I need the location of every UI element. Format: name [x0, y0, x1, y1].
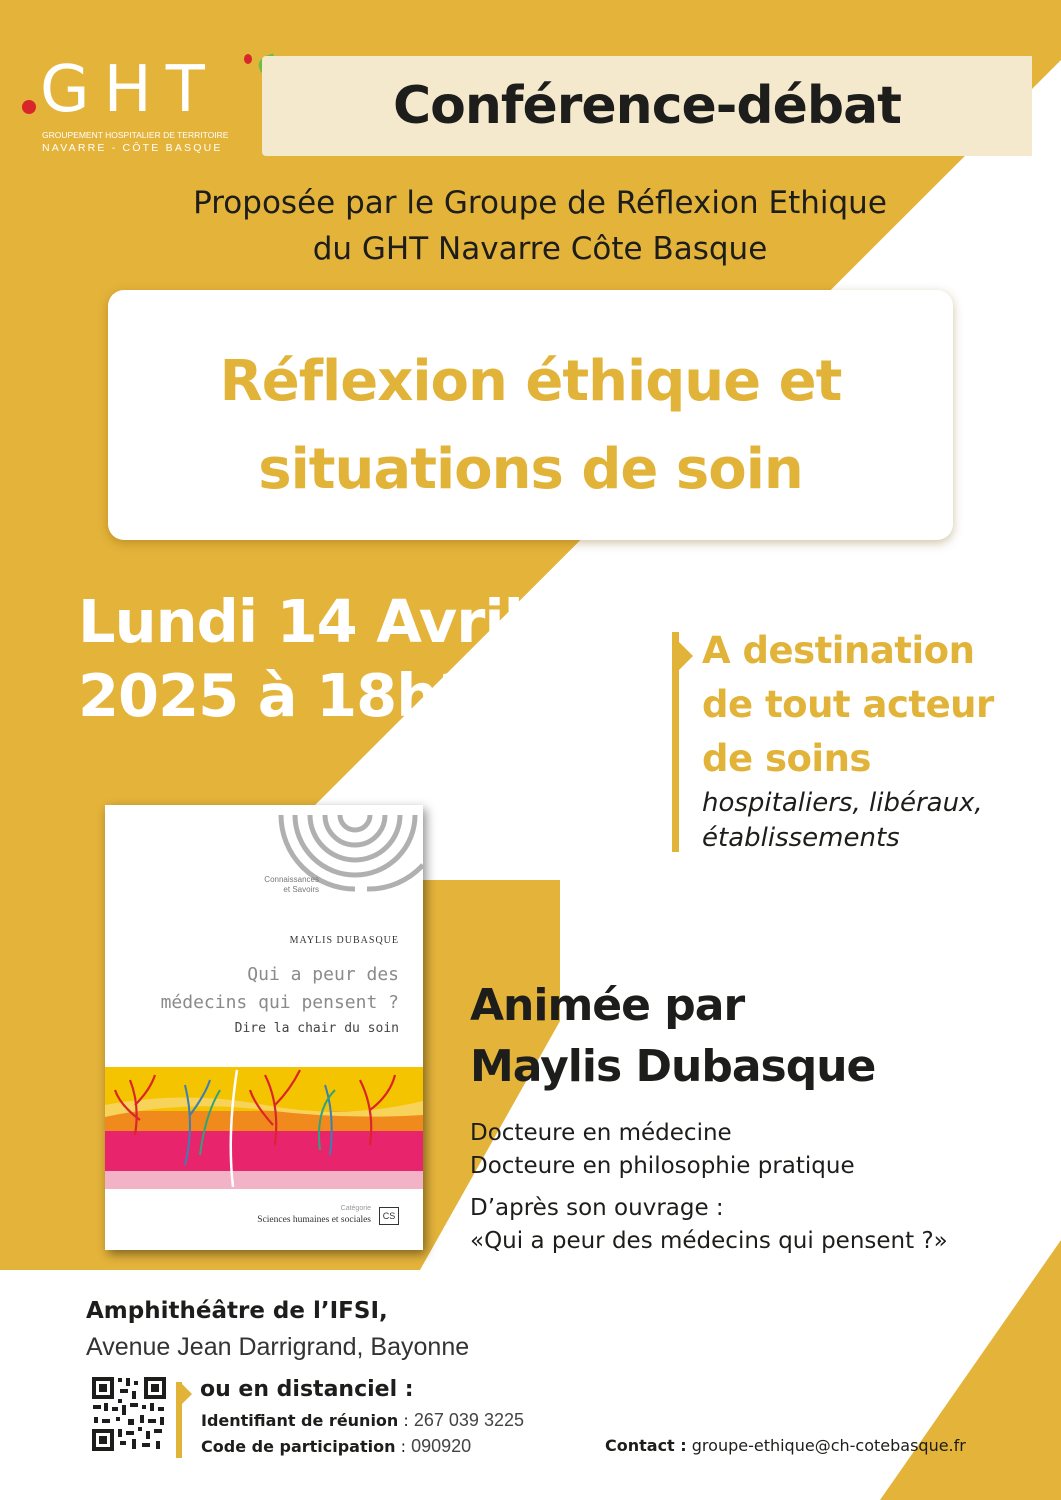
topic-title — [108, 338, 953, 514]
book-reference-1: D’après son ouvrage : — [470, 1195, 724, 1221]
book-title — [109, 961, 399, 1017]
logo-letters: GHT — [40, 53, 219, 127]
book-series — [229, 875, 319, 895]
book-category-badge: CS — [379, 1207, 399, 1225]
contact-label: Contact : — [605, 1436, 687, 1455]
audience-title — [702, 624, 1042, 786]
participation-code-label: Code de participation — [201, 1437, 396, 1456]
qualification-1: Docteure en médecine — [470, 1120, 732, 1146]
contact-email[interactable]: groupe-ethique@ch-cotebasque.fr — [691, 1436, 966, 1455]
participation-code-separator: : — [395, 1437, 412, 1456]
page-title: Conférence-débat — [392, 76, 902, 136]
audience-arrow-icon — [679, 642, 693, 670]
audience-subtitle — [702, 786, 1042, 856]
qualification-2: Docteure en philosophie pratique — [470, 1153, 855, 1179]
speaker-heading — [470, 975, 1030, 1097]
intro-text — [100, 180, 980, 272]
meeting-id-row — [201, 1410, 524, 1431]
date-line-2: 2025 à 18h30 — [78, 661, 518, 730]
contact-line — [605, 1436, 966, 1455]
meeting-id-label: Identifiant de réunion — [201, 1411, 399, 1430]
book-category: Sciences humaines et sociales — [257, 1215, 371, 1225]
speaker-line-1: Animée par — [470, 980, 745, 1031]
logo-red-leaf — [244, 54, 252, 64]
book-cover — [105, 805, 423, 1250]
book-series-2: et Savoirs — [283, 885, 319, 894]
book-reference — [470, 1192, 1030, 1258]
qr-code-icon[interactable] — [90, 1375, 168, 1453]
book-category-label: Catégorie — [340, 1205, 371, 1212]
logo-subtitle-2: NAVARRE - CÔTE BASQUE — [42, 142, 223, 154]
logo-red-dot — [22, 100, 36, 114]
book-reference-2: «Qui a peur des médecins qui pensent ?» — [470, 1228, 948, 1254]
book-author: MAYLIS DUBASQUE — [289, 935, 399, 946]
meeting-id-separator: : — [398, 1411, 414, 1430]
date-line-1: Lundi 14 Avril — [78, 587, 523, 656]
meeting-id-value: 267 039 3225 — [413, 1410, 524, 1430]
logo-subtitle-1: GROUPEMENT HOSPITALIER DE TERRITOIRE — [42, 130, 229, 140]
ght-logo — [18, 52, 258, 162]
intro-line-1: Proposée par le Groupe de Réflexion Ethique — [193, 185, 887, 221]
book-series-1: Connaissances — [264, 875, 319, 884]
audience-bar — [672, 632, 679, 852]
book-subtitle: Dire la chair du soin — [234, 1021, 399, 1036]
audience-sub-1: hospitaliers, libéraux, — [702, 788, 983, 818]
event-date — [78, 585, 638, 733]
audience-line-1: A destination — [702, 629, 975, 672]
topic-line-2: situations de soin — [258, 437, 803, 502]
speaker-qualifications — [470, 1117, 1030, 1183]
topic-box — [108, 290, 953, 540]
topic-line-1: Réflexion éthique et — [219, 349, 842, 414]
title-banner — [262, 56, 1032, 156]
remote-arrow-icon — [182, 1384, 192, 1404]
speaker-name: Maylis Dubasque — [470, 1041, 876, 1092]
remote-title: ou en distanciel : — [200, 1377, 414, 1402]
book-title-1: Qui a peur des — [247, 964, 399, 985]
intro-line-2: du GHT Navarre Côte Basque — [312, 231, 768, 267]
venue-address: Avenue Jean Darrigrand, Bayonne — [86, 1333, 470, 1361]
participation-code-row — [201, 1436, 471, 1457]
venue-name: Amphithéâtre de l’IFSI, — [86, 1298, 388, 1324]
audience-line-2: de tout acteur — [702, 683, 994, 726]
book-title-2: médecins qui pensent ? — [160, 992, 399, 1013]
audience-sub-2: établissements — [702, 823, 900, 853]
participation-code-value: 090920 — [411, 1436, 472, 1456]
audience-line-3: de soins — [702, 737, 871, 780]
